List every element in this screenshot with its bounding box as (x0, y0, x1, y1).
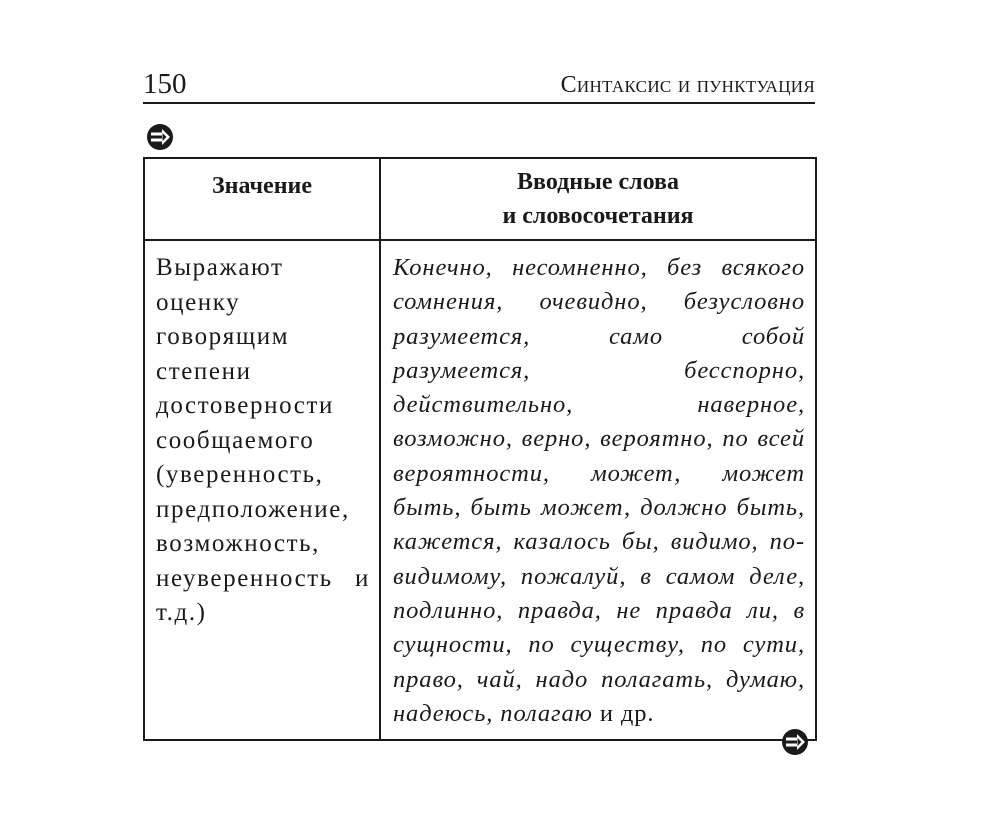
words-list-tail: и др. (599, 699, 655, 727)
column-header-words-line1: Вводные слова (517, 169, 679, 195)
page-number: 150 (143, 68, 187, 100)
right-arrow-circle-icon (780, 727, 810, 757)
words-list: Конечно, несомненно, без всякого сомнения, очевидно, безусловно разумеется, само собой разумеется, бесспорно, действительно, наверное, возможно, верно, вероятно, по всей вероятности, может, может быть, быть может, должно быть, кажется, казалось бы, видимо, по-видимому, пожалуй, в самом деле, подлинно, правда, не правда ли, в сущности, по существу, по сути, право, чай, надо полагать, думаю, надеюсь, полагаю (393, 254, 805, 727)
table-row (144, 240, 816, 740)
right-arrow-circle-icon (145, 122, 175, 152)
table-header-row (144, 158, 816, 240)
column-header-words (380, 158, 816, 240)
running-title: Синтаксис и пунктуация (560, 72, 815, 98)
meaning-cell: Выражают оценку говорящим степени достоверности сообщаемого (уверенность, предположение, возможность, неуверенность и т.д.) (144, 240, 380, 740)
running-header (143, 64, 815, 104)
column-header-meaning: Значение (144, 158, 380, 240)
column-header-words-line2: и словосочетания (502, 203, 694, 229)
introductory-words-table (143, 157, 817, 741)
words-cell (380, 240, 816, 740)
